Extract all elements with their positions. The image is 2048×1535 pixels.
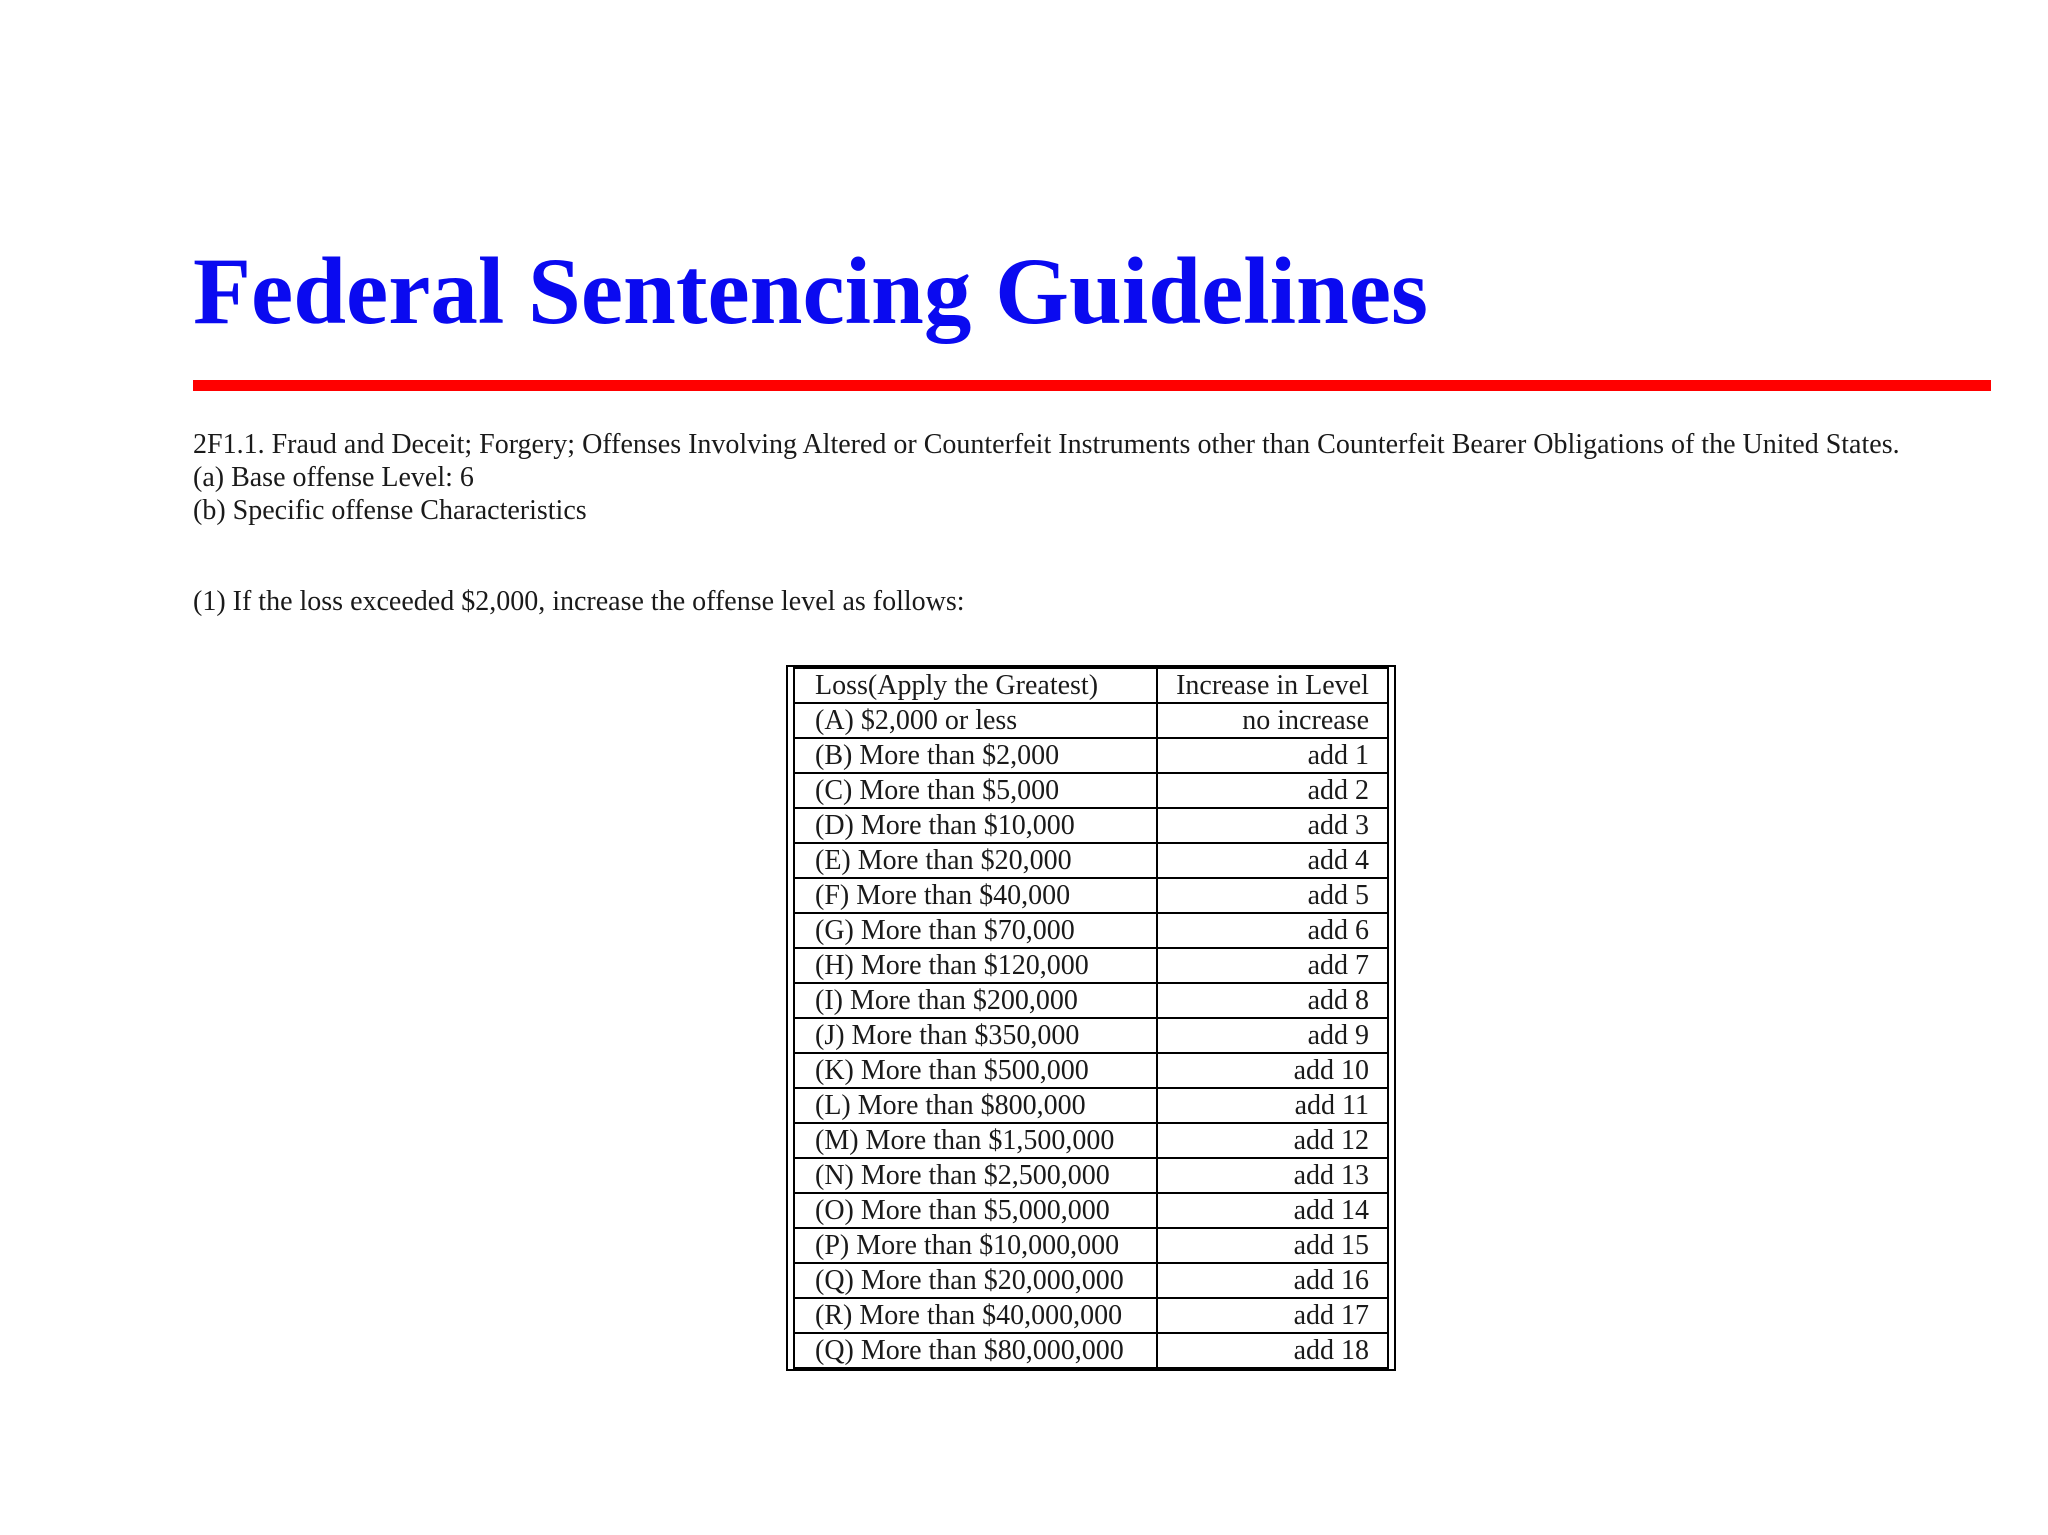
increase-cell: add 15: [1157, 1228, 1388, 1263]
increase-cell: add 12: [1157, 1123, 1388, 1158]
loss-cell: (M) More than $1,500,000: [794, 1123, 1157, 1158]
table-row: [794, 1123, 1388, 1158]
increase-cell: add 10: [1157, 1053, 1388, 1088]
increase-cell: add 11: [1157, 1088, 1388, 1123]
table-row: [794, 843, 1388, 878]
loss-cell: (C) More than $5,000: [794, 773, 1157, 808]
loss-cell: (Q) More than $20,000,000: [794, 1263, 1157, 1298]
increase-cell: add 18: [1157, 1333, 1388, 1368]
increase-cell: add 16: [1157, 1263, 1388, 1298]
loss-cell: (P) More than $10,000,000: [794, 1228, 1157, 1263]
increase-cell: add 6: [1157, 913, 1388, 948]
loss-cell: (I) More than $200,000: [794, 983, 1157, 1018]
title-divider: [193, 380, 1991, 391]
loss-cell: (J) More than $350,000: [794, 1018, 1157, 1053]
table-header-row: [794, 668, 1388, 703]
page-title: Federal Sentencing Guidelines: [193, 238, 1428, 344]
table-row: [794, 1228, 1388, 1263]
intro-line-base-level: (a) Base offense Level: 6: [193, 462, 474, 493]
increase-cell: add 1: [1157, 738, 1388, 773]
increase-cell: add 5: [1157, 878, 1388, 913]
loss-table-frame: [786, 665, 1396, 1371]
table-row: [794, 1298, 1388, 1333]
loss-cell: (G) More than $70,000: [794, 913, 1157, 948]
loss-cell: (E) More than $20,000: [794, 843, 1157, 878]
increase-cell: add 8: [1157, 983, 1388, 1018]
table-row: [794, 808, 1388, 843]
loss-cell: (R) More than $40,000,000: [794, 1298, 1157, 1333]
increase-cell: add 9: [1157, 1018, 1388, 1053]
table-row: [794, 1053, 1388, 1088]
table-row: [794, 948, 1388, 983]
loss-cell: (A) $2,000 or less: [794, 703, 1157, 738]
loss-cell: (O) More than $5,000,000: [794, 1193, 1157, 1228]
table-row: [794, 773, 1388, 808]
intro-line-characteristics: (b) Specific offense Characteristics: [193, 495, 587, 526]
increase-cell: add 3: [1157, 808, 1388, 843]
loss-cell: (D) More than $10,000: [794, 808, 1157, 843]
loss-cell: (F) More than $40,000: [794, 878, 1157, 913]
increase-cell: no increase: [1157, 703, 1388, 738]
intro-line-section: 2F1.1. Fraud and Deceit; Forgery; Offenses Involving Altered or Counterfeit Instruments other than Counterfeit Bearer Obligations of the United States.: [193, 429, 1900, 460]
table-row: [794, 703, 1388, 738]
table-row: [794, 1263, 1388, 1298]
increase-cell: add 14: [1157, 1193, 1388, 1228]
table-row: [794, 1018, 1388, 1053]
table-row: [794, 1088, 1388, 1123]
table-row: [794, 1158, 1388, 1193]
loss-rule-text: (1) If the loss exceeded $2,000, increase the offense level as follows:: [193, 586, 965, 617]
table-header-increase: Increase in Level: [1157, 668, 1388, 703]
loss-cell: (Q) More than $80,000,000: [794, 1333, 1157, 1368]
increase-cell: add 17: [1157, 1298, 1388, 1333]
table-row: [794, 738, 1388, 773]
increase-cell: add 7: [1157, 948, 1388, 983]
increase-cell: add 13: [1157, 1158, 1388, 1193]
intro-text: [193, 428, 1900, 527]
table-row: [794, 1193, 1388, 1228]
table-row: [794, 1333, 1388, 1368]
increase-cell: add 4: [1157, 843, 1388, 878]
table-row: [794, 913, 1388, 948]
loss-cell: (K) More than $500,000: [794, 1053, 1157, 1088]
table-row: [794, 878, 1388, 913]
loss-table: [793, 667, 1389, 1369]
table-header-loss: Loss(Apply the Greatest): [794, 668, 1157, 703]
increase-cell: add 2: [1157, 773, 1388, 808]
loss-cell: (L) More than $800,000: [794, 1088, 1157, 1123]
loss-cell: (B) More than $2,000: [794, 738, 1157, 773]
table-row: [794, 983, 1388, 1018]
loss-cell: (N) More than $2,500,000: [794, 1158, 1157, 1193]
loss-cell: (H) More than $120,000: [794, 948, 1157, 983]
